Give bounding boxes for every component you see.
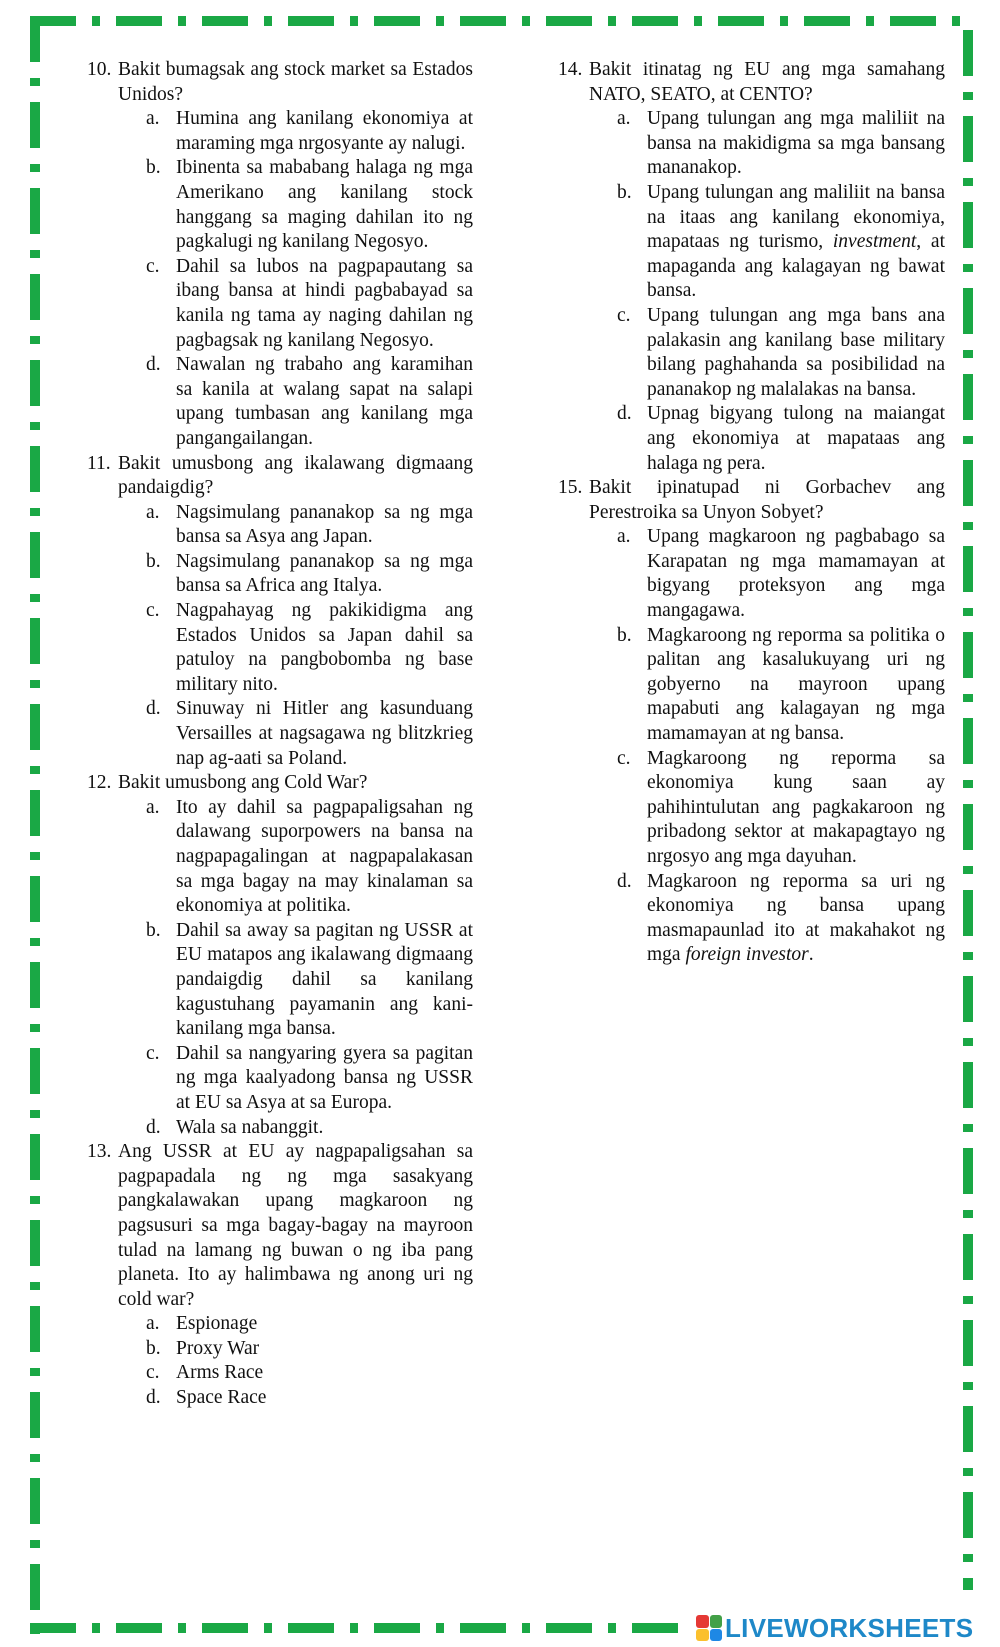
choice-text: Sinuway ni Hitler ang kasunduang Versailles at nagsagawa ng blitzkrieg nap ag-aati sa Poland.	[176, 698, 473, 769]
choice-label: b.	[146, 157, 161, 179]
choice-list	[118, 1312, 473, 1410]
choice-label: b.	[146, 1337, 161, 1359]
choice-b[interactable]	[617, 624, 945, 747]
choice-label: d.	[146, 1387, 161, 1409]
choice-b[interactable]	[617, 181, 945, 304]
choice-label: c.	[617, 304, 631, 326]
choice-label: d.	[617, 403, 632, 425]
choice-d[interactable]	[617, 402, 945, 476]
question-number: 11.	[87, 452, 111, 474]
question-12	[87, 771, 473, 1140]
choice-label: b.	[617, 624, 632, 646]
choice-text-start: Upang tulungan ang maliliit na bansa na itaas ang kanilang ekonomiya, mapataas ng turismo,	[647, 181, 945, 253]
choice-a[interactable]	[146, 1312, 473, 1337]
choice-text: Magkaroong ng reporma sa ekonomiya kung saan ay pahihintulutan ang pagkakaroon ng pribadong sektor at makapagtayo ng nrgosyo ang mga dayuhan.	[647, 747, 945, 867]
choice-a[interactable]	[146, 501, 473, 550]
choice-text	[647, 870, 945, 968]
choice-b[interactable]	[146, 919, 473, 1042]
logo-square-yellow	[696, 1629, 709, 1642]
choice-label: a.	[617, 108, 631, 130]
question-number: 13.	[87, 1141, 112, 1163]
left-column	[87, 58, 473, 1411]
choice-label: c.	[146, 1042, 160, 1064]
choice-b[interactable]	[146, 1337, 473, 1362]
choice-label: b.	[146, 919, 161, 941]
frame-border-bottom	[30, 1623, 690, 1633]
choice-label: c.	[146, 600, 160, 622]
choice-text	[647, 181, 945, 304]
choice-label: c.	[146, 255, 160, 277]
choice-text-start: Magkaroon ng reporma sa uri ng ekonomiya ng bansa upang masmapaunlad ito at makahakot ng mga	[647, 870, 945, 966]
choice-text: Nagsimulang pananakop sa ng mga bansa sa Africa ang Italya.	[176, 550, 473, 597]
choice-a[interactable]	[146, 107, 473, 156]
choice-d[interactable]	[617, 870, 945, 968]
choice-c[interactable]	[617, 747, 945, 870]
question-number: 14.	[558, 59, 583, 80]
choice-text-italic: investment	[832, 231, 917, 253]
question-text: Bakit umusbong ang Cold War?	[118, 772, 368, 794]
choice-text: Upang magkaroon ng pagbabago sa Karapatan ng mga mamamayan at bigyang proteksyon ang mga mangagawa.	[647, 526, 945, 622]
question-text: Bakit umusbong ang ikalawang digmaang pandaigdig?	[118, 452, 473, 499]
choice-d[interactable]	[146, 353, 473, 451]
choice-label: c.	[146, 1362, 160, 1384]
choice-d[interactable]	[146, 1386, 473, 1411]
choice-text-end: , at mapaganda ang kalagayan ng bawat bansa.	[647, 231, 945, 302]
choice-b[interactable]	[146, 156, 473, 254]
choice-list	[118, 107, 473, 451]
choice-label: c.	[617, 747, 631, 769]
frame-border-right	[963, 30, 973, 1590]
choice-label: a.	[617, 526, 631, 548]
choice-a[interactable]	[146, 796, 473, 919]
choice-label: a.	[146, 1313, 160, 1335]
choice-text: Dahil sa lubos na pagpapautang sa ibang bansa at hindi pagbabayad sa kanila ng tama ay naging dahilan ng pagbagsak ng kanilang Negosyo.	[176, 255, 473, 351]
question-number: 10.	[87, 59, 112, 80]
question-10	[87, 58, 473, 452]
liveworksheets-logo[interactable]	[696, 1613, 973, 1643]
choice-list	[589, 525, 945, 968]
choice-text: Ito ay dahil sa pagpapaligsahan ng dalawang suporpowers na bansa na nagpapagalingan at nagpapalakasan sa mga bagay na may kinalaman sa ekonomiya at politika.	[176, 796, 473, 917]
choice-c[interactable]	[146, 255, 473, 353]
choice-text: Humina ang kanilang ekonomiya at maraming mga nrgosyante ay nalugi.	[176, 108, 473, 154]
choice-text: Nawalan ng trabaho ang karamihan sa kanila at walang sapat na salapi upang tumbasan ang kanilang mga pangangailangan.	[176, 354, 473, 449]
choice-text: Upnag bigyang tulong na maiangat ang ekonomiya at mapataas ang halaga ng pera.	[647, 403, 945, 474]
logo-square-green	[710, 1615, 723, 1628]
choice-text: Dahil sa away sa pagitan ng USSR at EU matapos ang ikalawang digmaang pandaigdig dahil sa kanilang kagustuhang payamanin ang kani-kanilang mga bansa.	[176, 919, 473, 1040]
question-text: Bakit ipinatupad ni Gorbachev ang Perestroika sa Unyon Sobyet?	[589, 477, 945, 523]
choice-label: d.	[146, 354, 161, 376]
choice-label: b.	[146, 550, 161, 572]
choice-text: Ibinenta sa mababang halaga ng mga Amerikano ang kanilang stock hanggang sa maging dahilan ito ng pagkalugi ng kanilang Negosyo.	[176, 157, 473, 253]
choice-list	[589, 107, 945, 476]
choice-c[interactable]	[146, 1361, 473, 1386]
right-column	[558, 58, 945, 968]
question-text: Bakit itinatag ng EU ang mga samahang NATO, SEATO, at CENTO?	[589, 59, 945, 105]
choice-text: Dahil sa nangyaring gyera sa pagitan ng mga kaalyadong bansa ng USSR at EU sa Asya at sa Europa.	[176, 1042, 473, 1113]
question-text: Ang USSR at EU ay nagpapaligsahan sa pagpapadala ng ng mga sasakyang pangkalawakan upang magkaroon ng pagsusuri sa mga bagay-bagay na mayroon tulad na lamang ng buwan o ng iba pang planeta. Ito ay halimbawa ng anong uri ng cold war?	[118, 1141, 473, 1310]
choice-label: a.	[146, 108, 160, 130]
liveworksheets-logo-text: LIVEWORKSHEETS	[725, 1612, 974, 1643]
question-15	[558, 476, 945, 968]
choice-text: Space Race	[176, 1387, 267, 1409]
choice-c[interactable]	[146, 1042, 473, 1116]
choice-text: Nagpahayag ng pakikidigma ang Estados Unidos sa Japan dahil sa patuloy na pangbobomba ng base military nito.	[176, 600, 473, 695]
choice-text: Arms Race	[176, 1362, 264, 1384]
choice-text: Proxy War	[176, 1337, 260, 1359]
choice-text: Wala sa nabanggit.	[176, 1116, 324, 1138]
choice-a[interactable]	[617, 107, 945, 181]
question-14	[558, 58, 945, 476]
liveworksheets-logo-icon	[696, 1615, 722, 1641]
frame-border-left	[30, 16, 40, 1636]
choice-text: Upang tulungan ang mga bans ana palakasin ang kanilang base military bilang paghahanda sa posibilidad na pananakop ng malalakas na bansa.	[647, 304, 945, 400]
logo-square-red	[696, 1615, 709, 1628]
choice-text: Espionage	[176, 1313, 258, 1335]
question-text: Bakit bumagsak ang stock market sa Estados Unidos?	[118, 59, 473, 105]
question-11	[87, 452, 473, 772]
choice-list	[118, 501, 473, 772]
logo-square-blue	[710, 1629, 723, 1642]
frame-border-top	[30, 16, 960, 26]
question-13	[87, 1140, 473, 1411]
choice-d[interactable]	[146, 697, 473, 771]
choice-label: d.	[617, 870, 632, 892]
choice-text: Nagsimulang pananakop sa ng mga bansa sa Asya ang Japan.	[176, 501, 473, 548]
choice-list	[118, 796, 473, 1140]
choice-label: d.	[146, 698, 161, 720]
choice-text: Upang tulungan ang mga maliliit na bansa na makidigma sa mga bansang mananakop.	[647, 108, 945, 179]
question-number: 15.	[558, 477, 583, 499]
choice-c[interactable]	[617, 304, 945, 402]
choice-a[interactable]	[617, 525, 945, 623]
question-number: 12.	[87, 772, 112, 794]
choice-label: a.	[146, 501, 160, 523]
choice-b[interactable]	[146, 550, 473, 599]
choice-label: b.	[617, 181, 632, 203]
choice-text: Magkaroong ng reporma sa politika o palitan ang kasalukuyang uri ng gobyerno na mayroon upang mapabuti ang kalagayan ng mga mamamayan at ng bansa.	[647, 624, 945, 745]
choice-text-end: .	[808, 944, 814, 966]
choice-label: a.	[146, 796, 160, 818]
choice-text-italic: foreign investor	[685, 944, 809, 966]
choice-label: d.	[146, 1116, 161, 1138]
choice-c[interactable]	[146, 599, 473, 697]
choice-d[interactable]	[146, 1116, 473, 1141]
